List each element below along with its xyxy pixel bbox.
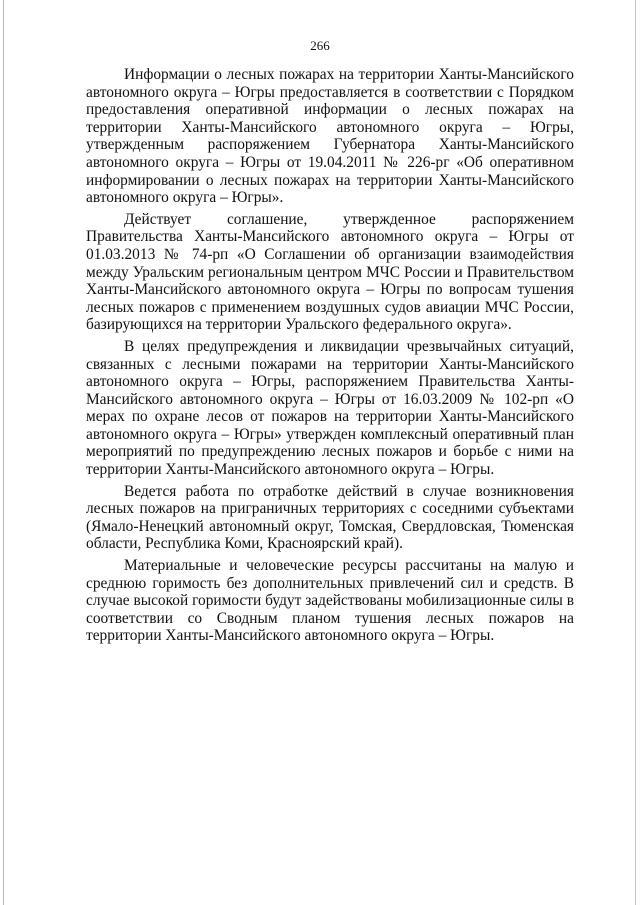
scan-edge-left xyxy=(3,0,4,905)
paragraph-resources: Материальные и человеческие ресурсы рассчитаны на малую и среднюю горимость без дополнительных привлечений сил и средств. В случае высокой горимости будут задействованы мобилизационные силы в соответствии со Сводным планом тушения лесных пожаров на территории Ханты-Мансийского автономного округа – Югры. xyxy=(86,557,574,645)
paragraph-fire-information: Информации о лесных пожарах на территории Ханты-Мансийского автономного округа – Югры предоставляется в соответствии с Порядком предоставления оперативной информации о лесных пожарах на территории Ханты-Мансийского автономного округа – Югры, утвержденным распоряжением Губернатора Ханты-Мансийского автономного округа – Югры от 19.04.2011 № 226-рг «Об оперативном информировании о лесных пожарах на территории Ханты-Мансийского автономного округа – Югры». xyxy=(86,66,574,207)
paragraph-agreement: Действует соглашение, утвержденное распоряжением Правительства Ханты-Мансийского автономного округа – Югры от 01.03.2013 № 74-рп «О Соглашении об организации взаимодействия между Уральским региональным центром МЧС России и Правительством Ханты-Мансийского автономного округа – Югры по вопросам тушения лесных пожаров с применением воздушных судов авиации МЧС России, базирующихся на территории Уральского федерального округа». xyxy=(86,210,574,334)
page-number: 266 xyxy=(310,38,330,53)
paragraph-emergency-prevention: В целях предупреждения и ликвидации чрезвычайных ситуаций, связанных с лесными пожарами на территории Ханты-Мансийского автономного округа – Югры, распоряжением Правительства Ханты-Мансийского автономного округа – Югры от 16.03.2009 № 102-рп «О мерах по охране лесов от пожаров на территории Ханты-Мансийского автономного округа – Югры» утвержден комплексный оперативный план мероприятий по предупреждению лесных пожаров и борьбе с ними на территории Ханты-Мансийского автономного округа – Югры. xyxy=(86,337,574,479)
paragraph-border-territories: Ведется работа по отработке действий в случае возникновения лесных пожаров на приграничных территориях с соседними субъектами (Ямало-Ненецкий автономный округ, Томская, Свердловская, Тюменская области, Республика Коми, Красноярский край). xyxy=(86,482,574,553)
scan-edge-right xyxy=(635,0,636,905)
document-body xyxy=(86,66,574,649)
